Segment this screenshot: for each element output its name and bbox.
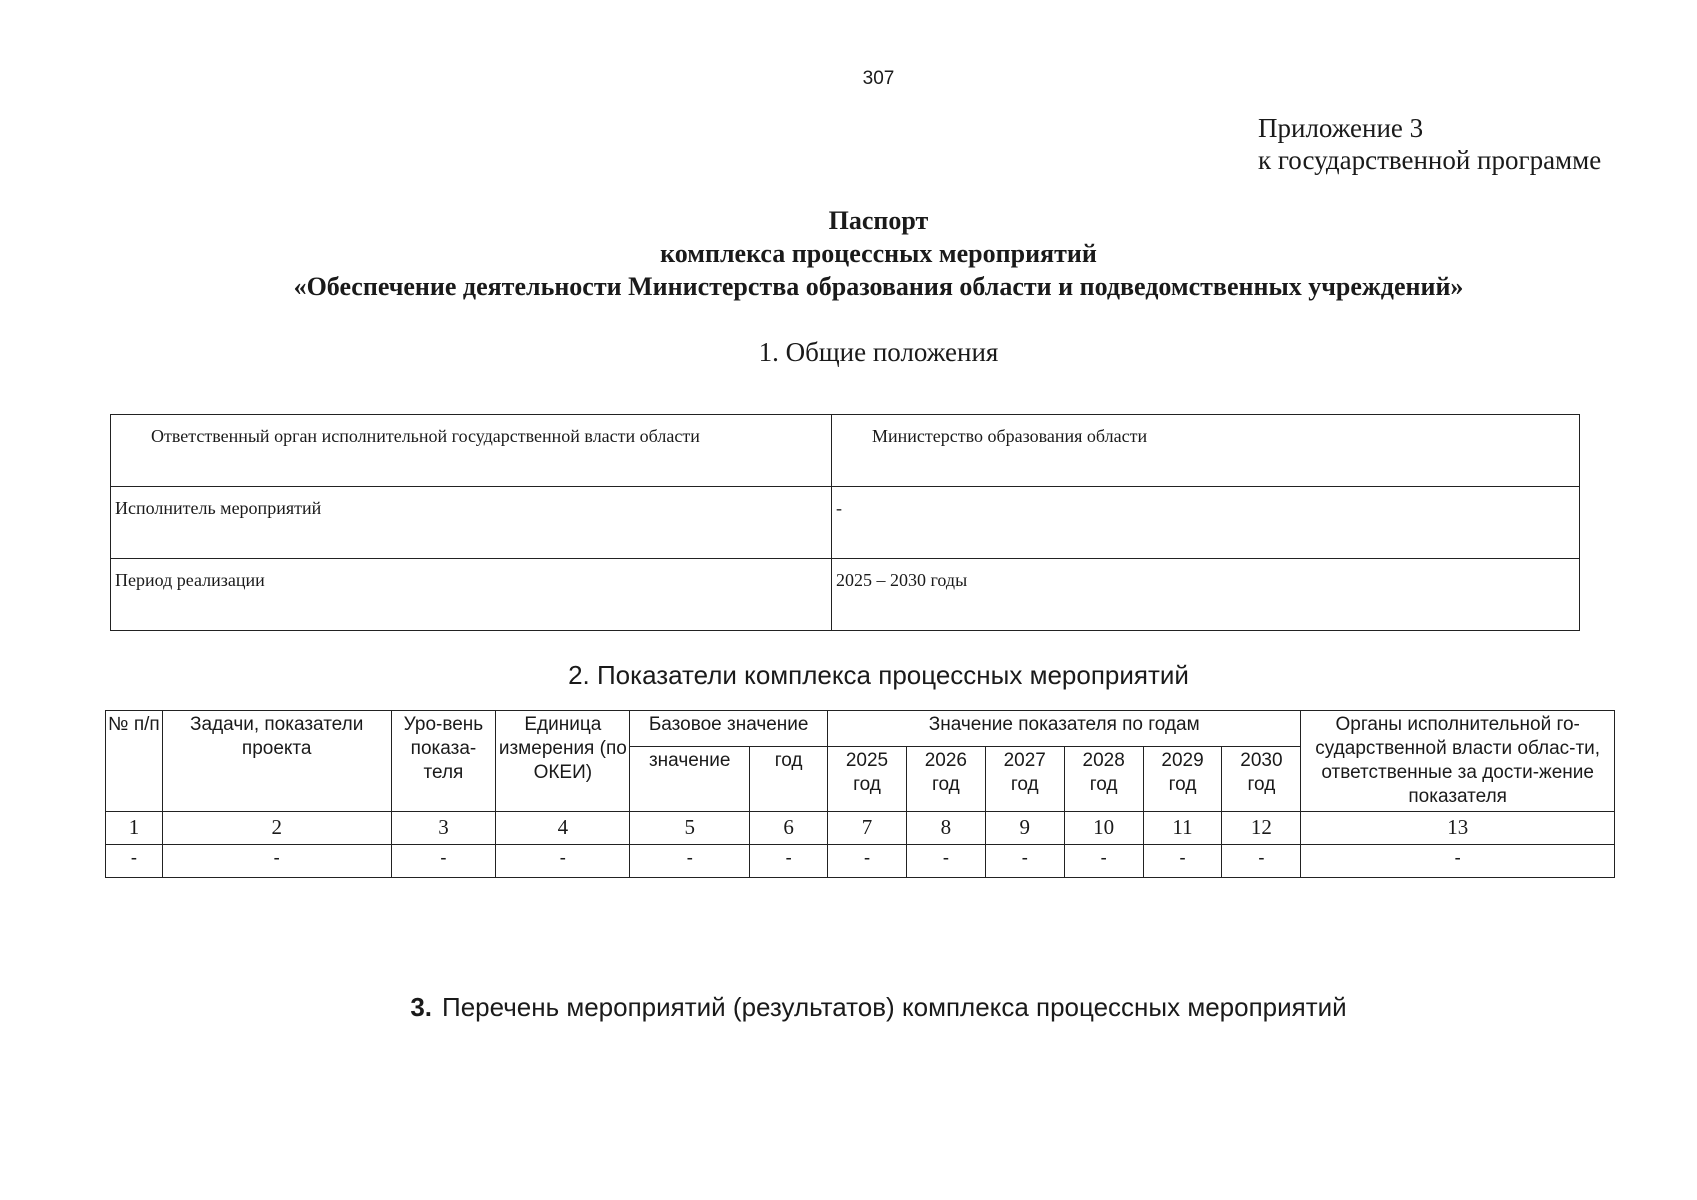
table-cell: - (750, 845, 828, 878)
column-number: 11 (1143, 812, 1222, 845)
appendix-line-1: Приложение 3 (1258, 113, 1424, 143)
header-row (106, 711, 1615, 747)
column-number: 13 (1301, 812, 1615, 845)
title-line-3: «Обеспечение деятельности Министерства образования области и подведомственных учреждений» (293, 272, 1464, 301)
table-cell: - (630, 845, 750, 878)
general-provisions-table (110, 414, 1580, 631)
document-title (0, 204, 1697, 303)
header-year-2028: 2028 год (1064, 746, 1143, 811)
column-number: 7 (828, 812, 907, 845)
table-cell: - (906, 845, 985, 878)
responsible-body-value: Министерство образования области (832, 415, 1580, 487)
section-2-heading: 2. Показатели комплекса процессных мероприятий (568, 660, 1189, 690)
table-row (111, 487, 1580, 559)
column-number: 10 (1064, 812, 1143, 845)
header-base-value: значение (630, 746, 750, 811)
column-number: 9 (985, 812, 1064, 845)
executor-label: Исполнитель мероприятий (111, 487, 832, 559)
table-cell: - (496, 845, 630, 878)
header-base-year: год (750, 746, 828, 811)
header-bodies: Органы исполнительной го-сударственной власти облас-ти, ответственные за дости-жение показателя (1301, 711, 1615, 812)
table-row (111, 415, 1580, 487)
column-number: 6 (750, 812, 828, 845)
title-line-1: Паспорт (828, 206, 929, 235)
table-cell: - (1222, 845, 1301, 878)
table-cell: - (985, 845, 1064, 878)
section-3-number: 3. (410, 992, 432, 1022)
executor-value: - (832, 487, 1580, 559)
table-cell: - (391, 845, 496, 878)
header-by-years: Значение показателя по годам (828, 711, 1301, 747)
header-year-2029: 2029 год (1143, 746, 1222, 811)
header-year-2030: 2030 год (1222, 746, 1301, 811)
header-unit: Единица измерения (по ОКЕИ) (496, 711, 630, 812)
header-num: № п/п (106, 711, 163, 812)
column-number: 8 (906, 812, 985, 845)
header-base: Базовое значение (630, 711, 828, 747)
column-number: 2 (162, 812, 391, 845)
table-cell: - (1064, 845, 1143, 878)
title-line-2: комплекса процессных мероприятий (660, 239, 1097, 268)
header-year-2026: 2026 год (906, 746, 985, 811)
period-label: Период реализации (111, 559, 832, 631)
indicators-table (105, 710, 1615, 878)
header-level: Уро-вень показа-теля (391, 711, 496, 812)
responsible-body-label: Ответственный орган исполнительной государственной власти области (111, 415, 832, 487)
column-number-row (106, 812, 1615, 845)
column-number: 1 (106, 812, 163, 845)
column-number: 3 (391, 812, 496, 845)
column-number: 12 (1222, 812, 1301, 845)
table-row (106, 845, 1615, 878)
table-cell: - (828, 845, 907, 878)
table-cell: - (1143, 845, 1222, 878)
header-year-2027: 2027 год (985, 746, 1064, 811)
section-1-heading: 1. Общие положения (758, 337, 999, 367)
appendix-note (1258, 112, 1601, 176)
section-3-heading (0, 992, 1697, 1023)
table-row (111, 559, 1580, 631)
column-number: 4 (496, 812, 630, 845)
page-number: 307 (862, 68, 895, 89)
period-value: 2025 – 2030 годы (832, 559, 1580, 631)
table-cell: - (162, 845, 391, 878)
column-number: 5 (630, 812, 750, 845)
appendix-line-2: к государственной программе (1258, 145, 1602, 175)
table-cell: - (1301, 845, 1615, 878)
section-3-title: Перечень мероприятий (результатов) комплекса процессных мероприятий (442, 992, 1347, 1022)
header-year-2025: 2025 год (828, 746, 907, 811)
header-tasks: Задачи, показатели проекта (162, 711, 391, 812)
table-cell: - (106, 845, 163, 878)
